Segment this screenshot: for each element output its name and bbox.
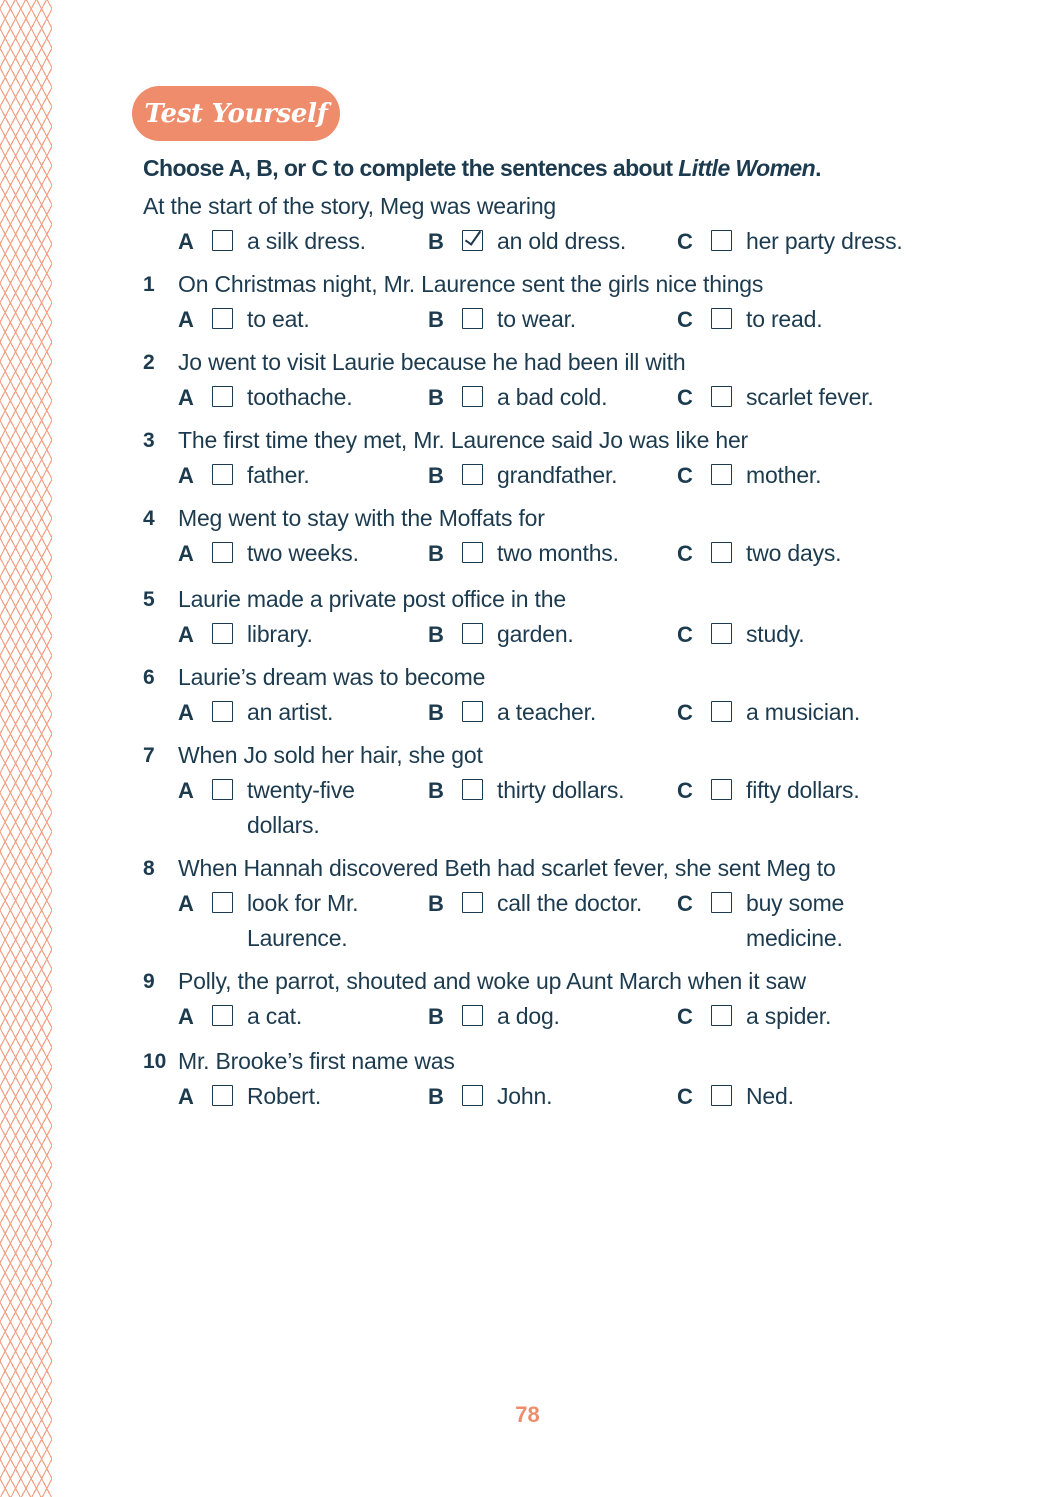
option-letter: A xyxy=(178,385,194,410)
question-stem: Jo went to visit Laurie because he had been ill with xyxy=(178,349,686,375)
option-letter: B xyxy=(428,622,444,647)
option-c[interactable] xyxy=(677,224,903,259)
option-a[interactable] xyxy=(178,617,313,652)
option-c[interactable] xyxy=(677,617,804,652)
question-number: 9 xyxy=(143,970,155,993)
option-letter: C xyxy=(677,229,693,254)
option-letter: C xyxy=(677,622,693,647)
option-a[interactable] xyxy=(178,302,310,337)
question-stem: At the start of the story, Meg was wearing xyxy=(143,193,557,219)
option-letter: B xyxy=(428,778,444,803)
option-b[interactable] xyxy=(428,302,576,337)
option-text: an artist. xyxy=(247,699,334,725)
question-8 xyxy=(143,851,943,956)
checkbox[interactable] xyxy=(212,386,233,407)
option-text: to read. xyxy=(746,306,823,332)
option-a[interactable] xyxy=(178,536,359,571)
question-stem: Meg went to stay with the Moffats for xyxy=(178,505,545,531)
checkbox[interactable] xyxy=(711,1005,732,1026)
option-a[interactable] xyxy=(178,773,397,843)
checkbox[interactable] xyxy=(711,779,732,800)
option-letter: A xyxy=(178,778,194,803)
question-number: 8 xyxy=(143,857,155,880)
option-c[interactable] xyxy=(677,380,874,415)
checkbox[interactable] xyxy=(711,892,732,913)
option-text: an old dress. xyxy=(497,228,627,254)
question-5 xyxy=(143,582,943,652)
option-text: to eat. xyxy=(247,306,310,332)
checkbox[interactable] xyxy=(711,308,732,329)
checkbox[interactable] xyxy=(711,230,732,251)
checkbox[interactable] xyxy=(462,308,483,329)
option-text: John. xyxy=(497,1083,553,1109)
question-stem: Polly, the parrot, shouted and woke up Aunt March when it saw xyxy=(178,968,806,994)
option-letter: C xyxy=(677,463,693,488)
option-letter: C xyxy=(677,891,693,916)
option-text: two days. xyxy=(746,540,842,566)
checkbox[interactable] xyxy=(462,892,483,913)
option-letter: B xyxy=(428,541,444,566)
option-c[interactable] xyxy=(677,458,821,493)
option-letter: C xyxy=(677,778,693,803)
option-c[interactable] xyxy=(677,999,831,1034)
option-letter: A xyxy=(178,1084,194,1109)
option-b[interactable] xyxy=(428,617,574,652)
option-letter: A xyxy=(178,891,194,916)
option-letter: A xyxy=(178,463,194,488)
option-text: look for Mr. Laurence. xyxy=(247,890,359,951)
option-b[interactable] xyxy=(428,380,607,415)
option-letter: A xyxy=(178,307,194,332)
option-a[interactable] xyxy=(178,380,352,415)
option-text: thirty dollars. xyxy=(497,777,625,803)
question-stem: Laurie’s dream was to become xyxy=(178,664,486,690)
option-text: a silk dress. xyxy=(247,228,366,254)
option-letter: B xyxy=(428,1084,444,1109)
question-number: 2 xyxy=(143,351,155,374)
option-a[interactable] xyxy=(178,695,333,730)
checkbox[interactable] xyxy=(462,1085,483,1106)
option-text: two weeks. xyxy=(247,540,359,566)
option-b[interactable] xyxy=(428,773,624,808)
section-heading-badge xyxy=(132,86,340,141)
option-letter: B xyxy=(428,891,444,916)
question-number: 1 xyxy=(143,273,155,296)
option-text: call the doctor. xyxy=(497,890,643,916)
option-text: grandfather. xyxy=(497,462,618,488)
option-text: Ned. xyxy=(746,1083,794,1109)
option-a[interactable] xyxy=(178,458,310,493)
question-stem: Mr. Brooke’s first name was xyxy=(178,1048,455,1074)
option-b[interactable] xyxy=(428,886,642,921)
checkbox[interactable] xyxy=(462,386,483,407)
question-stem: When Jo sold her hair, she got xyxy=(178,742,483,768)
question-1 xyxy=(143,267,943,337)
option-text: a teacher. xyxy=(497,699,597,725)
option-text: to wear. xyxy=(497,306,576,332)
checkbox[interactable] xyxy=(711,542,732,563)
instruction-text xyxy=(143,155,821,182)
question-example xyxy=(143,189,943,259)
option-a[interactable] xyxy=(178,886,417,956)
option-text: garden. xyxy=(497,621,574,647)
question-stem: When Hannah discovered Beth had scarlet fever, she sent Meg to xyxy=(178,855,836,881)
checkbox[interactable] xyxy=(462,464,483,485)
option-letter: A xyxy=(178,622,194,647)
option-text: father. xyxy=(247,462,310,488)
section-heading: Test Yourself xyxy=(144,98,328,129)
checkbox[interactable] xyxy=(212,230,233,251)
checkbox[interactable] xyxy=(711,464,732,485)
option-a[interactable] xyxy=(178,224,366,259)
checkbox[interactable] xyxy=(212,892,233,913)
option-text: fifty dollars. xyxy=(746,777,860,803)
option-text: her party dress. xyxy=(746,228,903,254)
checkbox[interactable] xyxy=(462,1005,483,1026)
option-c[interactable] xyxy=(677,1079,794,1114)
option-b[interactable] xyxy=(428,999,560,1034)
question-number: 5 xyxy=(143,588,155,611)
option-text: study. xyxy=(746,621,805,647)
checkbox[interactable] xyxy=(711,386,732,407)
option-a[interactable] xyxy=(178,999,302,1034)
option-letter: B xyxy=(428,307,444,332)
question-number: 10 xyxy=(143,1050,167,1073)
option-text: mother. xyxy=(746,462,822,488)
instruction-prefix: Choose A, B, or C to complete the sentences about xyxy=(143,155,679,181)
option-b[interactable] xyxy=(428,536,619,571)
question-7 xyxy=(143,738,943,843)
option-text: twenty-five dollars. xyxy=(247,777,355,838)
option-text: a musician. xyxy=(746,699,861,725)
option-c[interactable] xyxy=(677,695,860,730)
question-10 xyxy=(143,1044,943,1114)
question-number: 7 xyxy=(143,744,155,767)
option-letter: A xyxy=(178,1004,194,1029)
checkbox[interactable] xyxy=(212,701,233,722)
checkbox[interactable] xyxy=(212,308,233,329)
option-letter: C xyxy=(677,1084,693,1109)
question-2 xyxy=(143,345,943,415)
question-number: 4 xyxy=(143,507,155,530)
option-b[interactable] xyxy=(428,224,626,259)
option-letter: A xyxy=(178,229,194,254)
option-a[interactable] xyxy=(178,1079,321,1114)
checkbox[interactable] xyxy=(212,779,233,800)
checkbox[interactable] xyxy=(212,623,233,644)
option-letter: B xyxy=(428,463,444,488)
option-letter: A xyxy=(178,541,194,566)
question-stem: On Christmas night, Mr. Laurence sent the girls nice things xyxy=(178,271,764,297)
option-c[interactable] xyxy=(677,302,822,337)
option-text: a dog. xyxy=(497,1003,560,1029)
option-text: buy some medicine. xyxy=(746,890,845,951)
option-text: library. xyxy=(247,621,313,647)
book-title: Little Women xyxy=(678,155,816,181)
option-b[interactable] xyxy=(428,695,596,730)
checkbox[interactable] xyxy=(212,1085,233,1106)
option-letter: A xyxy=(178,700,194,725)
checkbox[interactable] xyxy=(462,779,483,800)
checked-checkbox[interactable] xyxy=(462,230,483,251)
option-c[interactable] xyxy=(677,536,841,571)
question-3 xyxy=(143,423,943,493)
checkbox[interactable] xyxy=(462,623,483,644)
question-stem: The first time they met, Mr. Laurence said Jo was like her xyxy=(178,427,749,453)
option-c[interactable] xyxy=(677,773,860,808)
question-6 xyxy=(143,660,943,730)
option-text: a bad cold. xyxy=(497,384,608,410)
checkbox[interactable] xyxy=(212,542,233,563)
option-c[interactable] xyxy=(677,886,866,956)
option-text: toothache. xyxy=(247,384,353,410)
question-9 xyxy=(143,964,943,1034)
option-letter: B xyxy=(428,229,444,254)
question-4 xyxy=(143,501,943,571)
checkbox[interactable] xyxy=(711,701,732,722)
option-text: two months. xyxy=(497,540,619,566)
checkbox[interactable] xyxy=(711,623,732,644)
option-text: a spider. xyxy=(746,1003,832,1029)
checkbox[interactable] xyxy=(212,1005,233,1026)
question-number: 3 xyxy=(143,429,155,452)
checkbox[interactable] xyxy=(212,464,233,485)
page-number: 78 xyxy=(515,1402,540,1427)
option-letter: C xyxy=(677,385,693,410)
option-text: a cat. xyxy=(247,1003,303,1029)
question-number: 6 xyxy=(143,666,155,689)
option-letter: C xyxy=(677,307,693,332)
option-b[interactable] xyxy=(428,1079,552,1114)
option-letter: B xyxy=(428,385,444,410)
checkbox[interactable] xyxy=(462,542,483,563)
option-letter: C xyxy=(677,1004,693,1029)
option-letter: C xyxy=(677,700,693,725)
option-text: scarlet fever. xyxy=(746,384,874,410)
option-b[interactable] xyxy=(428,458,617,493)
checkbox[interactable] xyxy=(711,1085,732,1106)
decorative-border xyxy=(0,0,52,1497)
checkbox[interactable] xyxy=(462,701,483,722)
question-stem: Laurie made a private post office in the xyxy=(178,586,566,612)
instruction-suffix: . xyxy=(815,155,821,181)
option-letter: B xyxy=(428,700,444,725)
option-letter: B xyxy=(428,1004,444,1029)
option-text: Robert. xyxy=(247,1083,322,1109)
option-letter: C xyxy=(677,541,693,566)
